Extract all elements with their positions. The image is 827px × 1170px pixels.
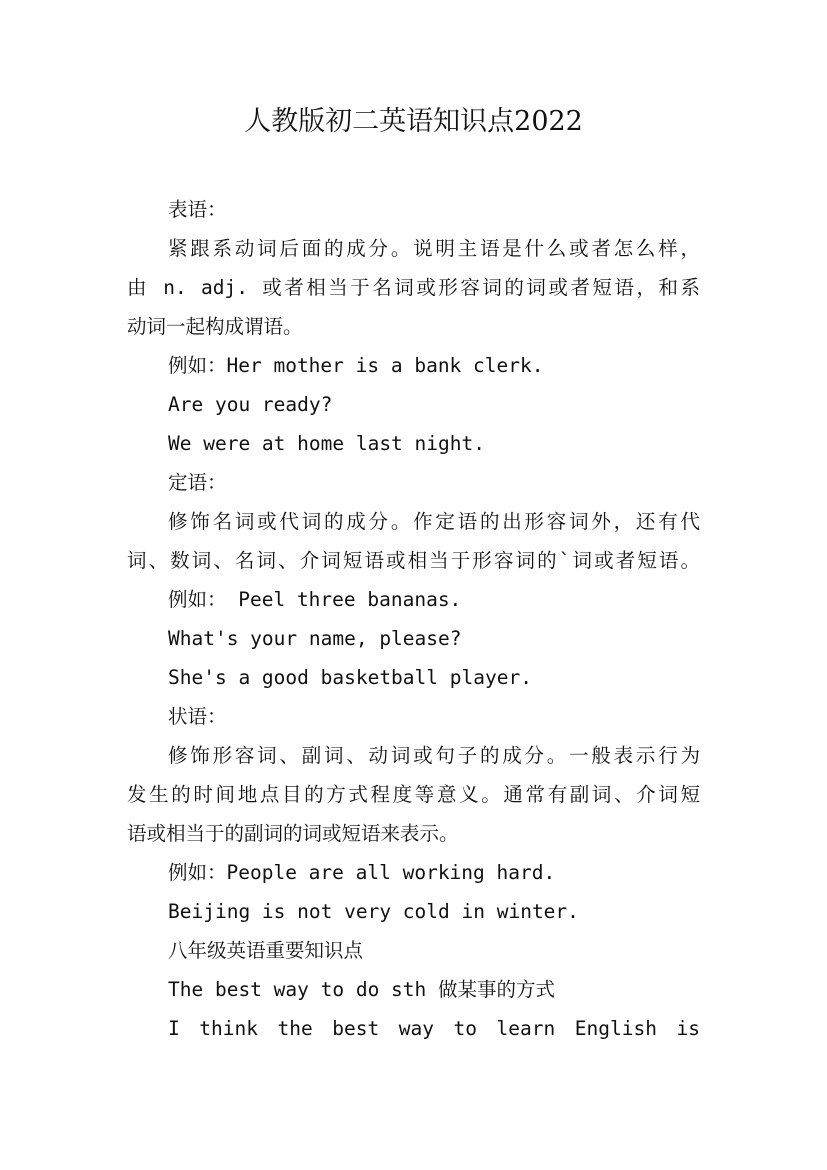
heading-adverbial: 状语： — [168, 705, 227, 728]
paragraph-line: 语或相当于的副词的词或短语来表示。 — [127, 822, 459, 845]
paragraph-line: 词、数词、名词、介词短语或相当于形容词的`词或者短语。 — [127, 549, 700, 572]
paragraph-line: 修饰名词或代词的成分。作定语的出形容词外，还有代 — [168, 510, 700, 533]
paragraph-line: 修饰形容词、副词、动词或句子的成分。一般表示行为 — [168, 744, 700, 767]
paragraph-line: 由 n. adj. 或者相当于名词或形容词的词或者短语，和系 — [127, 276, 700, 299]
example-line: What's your name, please? — [168, 627, 462, 650]
example-line: Beijing is not very cold in winter. — [168, 900, 579, 923]
paragraph-line: 紧跟系动词后面的成分。说明主语是什么或者怎么样， — [168, 237, 700, 260]
example-line: Are you ready? — [168, 393, 333, 416]
example-line: 例如： Peel three bananas. — [168, 588, 462, 611]
heading-predicative: 表语： — [168, 198, 227, 221]
paragraph-line: I think the best way to learn English is — [168, 1017, 700, 1040]
heading-grade8-points: 八年级英语重要知识点 — [168, 939, 364, 962]
example-line: 例如：People are all working hard. — [168, 861, 556, 884]
paragraph-line: 发生的时间地点目的方式程度等意义。通常有副词、介词短 — [127, 783, 700, 806]
document-title: 人教版初二英语知识点2022 — [244, 106, 583, 137]
example-line: She's a good basketball player. — [168, 666, 532, 689]
paragraph-line: The best way to do sth 做某事的方式 — [168, 978, 556, 1001]
heading-attributive: 定语： — [168, 471, 227, 494]
paragraph-line: 动词一起构成谓语。 — [127, 315, 303, 338]
example-line: 例如：Her mother is a bank clerk. — [168, 354, 544, 377]
example-line: We were at home last night. — [168, 432, 485, 455]
